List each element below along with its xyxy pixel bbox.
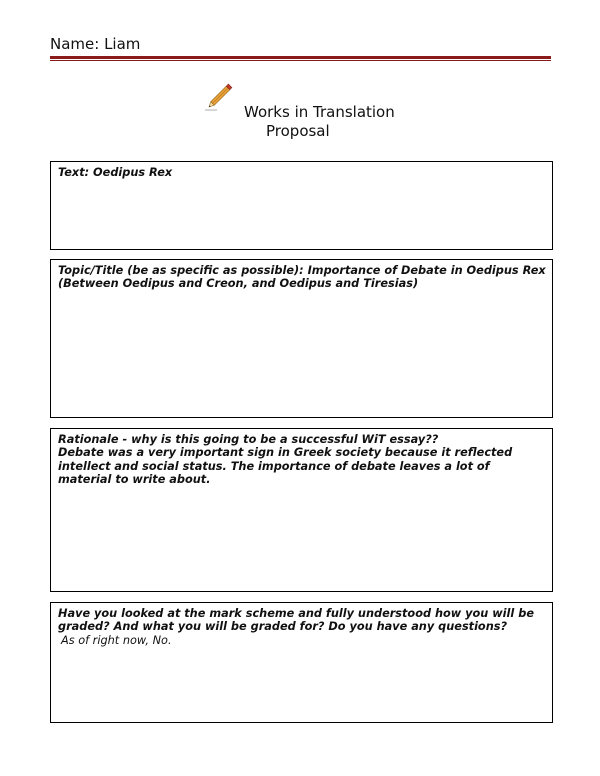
mark-scheme-box[interactable]	[50, 602, 553, 723]
rationale-box[interactable]	[50, 428, 553, 592]
page-subtitle: Proposal	[266, 122, 330, 140]
student-name: Name: Liam	[50, 35, 141, 53]
rationale-question: Rationale - why is this going to be a successful WiT essay??	[58, 433, 439, 446]
rationale-answer: Debate was a very important sign in Greek society because it reflected intellect and social status. The importance of debate leaves a lot of material to write about.	[58, 446, 513, 486]
header-rule-thin	[50, 60, 551, 61]
mark-scheme-question: Have you looked at the mark scheme and fully understood how you will be graded? And what you will be graded for? Do you have any questions?	[58, 607, 534, 634]
page-title: Works in Translation	[244, 103, 395, 121]
text-question: Text: Oedipus Rex	[58, 166, 173, 179]
pencil-icon	[203, 78, 239, 112]
mark-scheme-answer: As of right now, No.	[61, 633, 172, 647]
topic-box[interactable]	[50, 259, 553, 418]
topic-question: Topic/Title (be as specific as possible): Importance of Debate in Oedipus Rex (Between Oedipus and Creon, and Oedipus and Tiresias)	[58, 264, 546, 291]
text-box[interactable]	[50, 161, 553, 250]
header-rule	[50, 56, 551, 59]
